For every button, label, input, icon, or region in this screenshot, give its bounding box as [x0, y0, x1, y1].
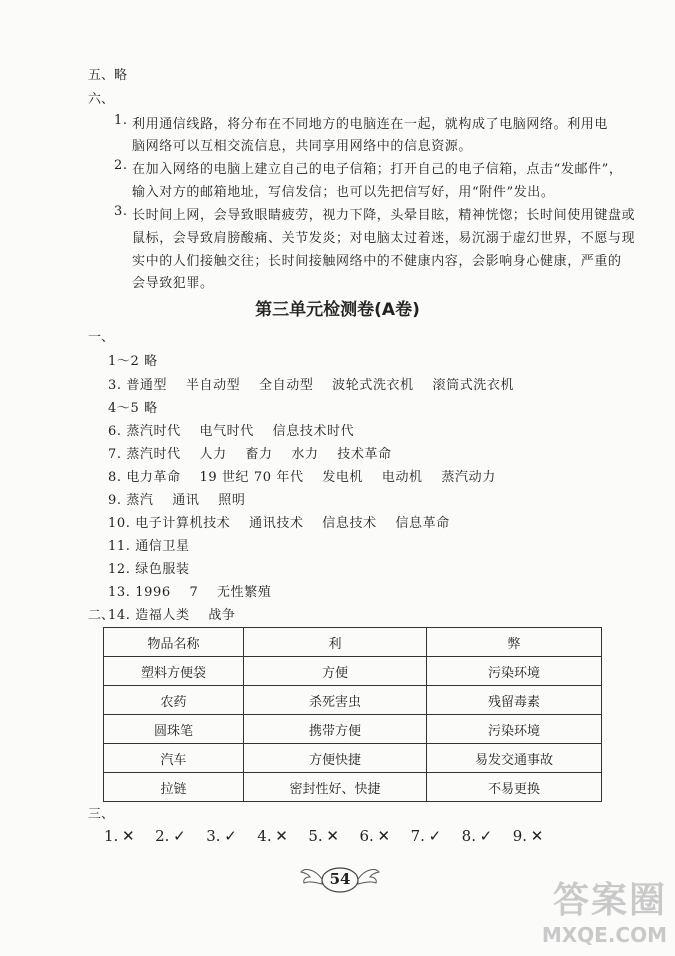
- one-item-text: 无性繁殖: [217, 585, 272, 600]
- one-item-text: 水力: [291, 447, 319, 462]
- six-item-1-line-2: 脑网络可以互相交流信息，共同享用网络中的信息资源。: [132, 139, 473, 154]
- table-row: [104, 686, 602, 715]
- section-two-label: 二、: [88, 608, 115, 623]
- watermark-site: MXQE.COM: [541, 923, 667, 947]
- table-row: [104, 657, 602, 686]
- section-six-label: 六、: [88, 92, 115, 107]
- one-item-text: 滚筒式洗衣机: [432, 378, 515, 393]
- check-icon: ✓: [173, 827, 186, 845]
- table-cell: 污染环境: [427, 715, 602, 744]
- one-item-text: 全自动型: [259, 378, 314, 393]
- table-row: [104, 715, 602, 744]
- one-item-11: [108, 535, 190, 554]
- table-cell: 圆珠笔: [104, 715, 244, 744]
- one-item-7: [108, 443, 392, 462]
- table-cell: 携带方便: [244, 715, 427, 744]
- answer-num: 6.: [359, 827, 374, 845]
- one-item-text: 波轮式洗衣机: [332, 378, 414, 393]
- table-cell: 密封性好、快捷: [244, 773, 427, 802]
- answer-num: 9.: [512, 827, 528, 845]
- one-item-10: [108, 512, 450, 531]
- table-cell: 易发交通事故: [427, 744, 602, 773]
- answer-item: [513, 827, 547, 845]
- one-item-text: 13. 1996: [108, 585, 171, 600]
- table-cell: 方便: [244, 657, 427, 686]
- watermark-logo: 答案圈: [552, 880, 667, 921]
- table-header-con: 弊: [427, 628, 602, 657]
- one-item-text: 10. 电子计算机技术: [108, 516, 231, 531]
- answer-item: [104, 827, 138, 845]
- answer-num: 1.: [104, 827, 119, 845]
- section-one-label: 一、: [88, 330, 115, 345]
- one-item-text: 电动机: [381, 470, 423, 485]
- six-item-2-line-1: 在加入网络的电脑上建立自己的电子信箱；打开自己的电子信箱，点击“发邮件”，: [132, 162, 623, 177]
- six-item-3-line-1: 长时间上网，会导致眼睛疲劳，视力下降，头晕目眩，精神恍惚；长时间使用键盘或: [132, 208, 636, 223]
- six-item-3-line-2: 鼠标，会导致肩膀酸痛、关节发炎；对电脑太过着迷，易沉溺于虚幻世界，不愿与现: [132, 231, 636, 246]
- table-header-row: [104, 628, 602, 657]
- one-item-text: 信息革命: [395, 516, 450, 531]
- one-item-text: 信息技术时代: [272, 424, 355, 439]
- cross-icon: ✕: [326, 827, 339, 845]
- table-cell: 拉链: [104, 773, 244, 802]
- answer-item: [411, 827, 445, 845]
- one-item-text: 蒸汽动力: [441, 470, 496, 485]
- one-item-8: [108, 466, 496, 485]
- table-header-pro: 利: [244, 628, 427, 657]
- one-item-4-5: [108, 397, 158, 416]
- one-item-text: 7: [189, 585, 199, 600]
- one-item-text: 1～2 略: [108, 354, 158, 369]
- one-item-text: 4～5 略: [108, 401, 158, 416]
- table-cell: 污染环境: [427, 657, 602, 686]
- one-item-text: 电气时代: [199, 424, 254, 439]
- section-three-label: 三、: [88, 807, 115, 822]
- six-item-3-num: 3.: [114, 204, 128, 219]
- section-five-label: 五、: [88, 68, 115, 83]
- cross-icon: ✕: [275, 827, 288, 845]
- table-cell: 不易更换: [427, 773, 602, 802]
- six-item-3-line-3: 实中的人们接触交往；长时间接触网络中的不健康内容，会影响身心健康，严重的: [132, 254, 622, 269]
- six-item-3-line-4: 会导致犯罪。: [132, 276, 214, 291]
- answer-item: [462, 827, 496, 845]
- page-number-ornament: [300, 862, 380, 896]
- one-item-12: [108, 558, 190, 577]
- table-cell: 杀死害虫: [244, 686, 427, 715]
- one-item-text: 6. 蒸汽时代: [108, 424, 181, 439]
- check-icon: ✓: [428, 827, 442, 845]
- one-item-text: 战争: [208, 608, 236, 623]
- one-item-text: 通讯: [172, 493, 200, 508]
- one-item-text: 3. 普通型: [108, 378, 168, 393]
- one-item-text: 11. 通信卫星: [108, 539, 190, 554]
- one-item-13: [108, 581, 271, 600]
- answer-num: 8.: [461, 827, 476, 845]
- answer-num: 2.: [155, 827, 170, 845]
- answer-item: [257, 827, 291, 845]
- six-item-2-line-2: 输入对方的邮箱地址，写信发信；也可以先把信写好，用“附件”发出。: [132, 185, 555, 200]
- true-false-answers: [104, 827, 559, 845]
- table-header-item: 物品名称: [104, 628, 244, 657]
- section-five-text: 略: [114, 68, 128, 83]
- six-item-2-num: 2.: [114, 158, 128, 173]
- one-item-text: 7. 蒸汽时代: [108, 447, 181, 462]
- one-item-1-2: [108, 350, 158, 369]
- table-cell: 方便快捷: [244, 744, 427, 773]
- cross-icon: ✕: [530, 827, 544, 845]
- one-item-text: 人力: [199, 447, 227, 462]
- watermark: [517, 872, 667, 952]
- table-row: [104, 744, 602, 773]
- one-item-9: [108, 489, 245, 508]
- six-item-1-num: 1.: [114, 113, 128, 128]
- one-item-text: 12. 绿色服装: [108, 562, 190, 577]
- answer-num: 3.: [206, 827, 221, 845]
- one-item-text: 19 世纪 70 年代: [199, 470, 304, 485]
- answer-num: 4.: [257, 827, 272, 845]
- cross-icon: ✕: [377, 827, 391, 845]
- one-item-text: 照明: [218, 493, 246, 508]
- answer-item: [155, 827, 189, 845]
- one-item-text: 通讯技术: [249, 516, 304, 531]
- cross-icon: ✕: [122, 827, 135, 845]
- check-icon: ✓: [224, 827, 237, 845]
- one-item-text: 畜力: [245, 447, 273, 462]
- answer-item: [308, 827, 342, 845]
- one-item-6: [108, 420, 354, 439]
- one-item-text: 9. 蒸汽: [108, 493, 154, 508]
- six-item-1-line-1: 利用通信线路，将分布在不同地方的电脑连在一起，就构成了电脑网络。利用电: [132, 117, 609, 132]
- one-item-text: 发电机: [322, 470, 364, 485]
- one-item-text: 8. 电力革命: [108, 470, 181, 485]
- pros-cons-table: [103, 627, 602, 802]
- one-item-text: 信息技术: [322, 516, 377, 531]
- table-cell: 农药: [104, 686, 244, 715]
- table-cell: 塑料方便袋: [104, 657, 244, 686]
- answer-item: [359, 827, 393, 845]
- answer-item: [206, 827, 240, 845]
- page-title: 第三单元检测卷(A卷): [255, 300, 420, 320]
- check-icon: ✓: [479, 827, 493, 845]
- table-cell: 残留毒素: [427, 686, 602, 715]
- page-number: 54: [329, 870, 351, 888]
- one-item-14: [108, 604, 236, 623]
- one-item-text: 14. 造福人类: [108, 608, 190, 623]
- one-item-3: [108, 374, 514, 393]
- answer-num: 5.: [308, 827, 323, 845]
- table-row: [104, 773, 602, 802]
- section-five: [88, 64, 127, 83]
- one-item-text: 半自动型: [185, 378, 241, 393]
- table-cell: 汽车: [104, 744, 244, 773]
- answer-num: 7.: [410, 827, 425, 845]
- one-item-text: 技术革命: [337, 447, 392, 462]
